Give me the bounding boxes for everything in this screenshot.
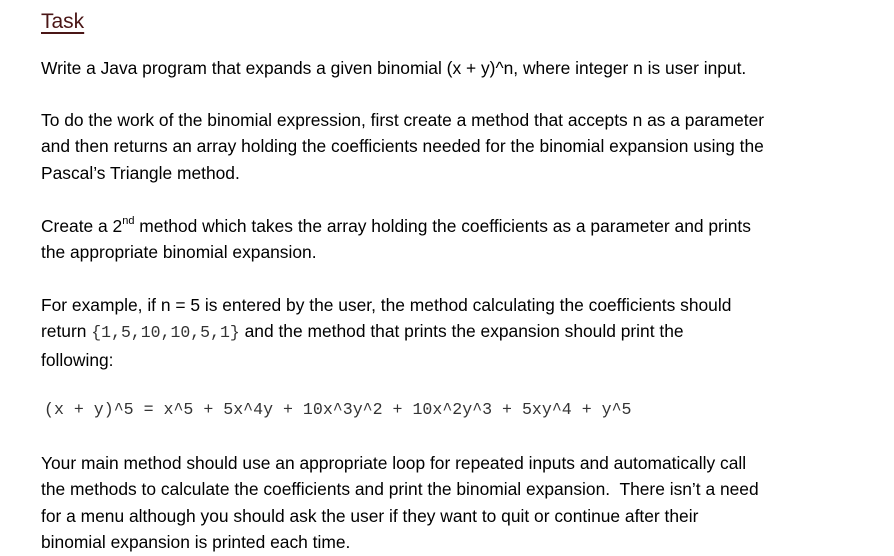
coefficient-array-code: {1,5,10,10,5,1} bbox=[91, 323, 240, 343]
intro-paragraph bbox=[41, 55, 886, 81]
coefficients-line-1: To do the work of the binomial expression, first create a method that accepts n as a parameter bbox=[41, 110, 765, 130]
print-method-line-1 bbox=[41, 213, 886, 239]
main-method-paragraph bbox=[41, 450, 886, 556]
print-method-line-1-end: method which takes the array holding the coefficients as a parameter and prints bbox=[134, 216, 751, 236]
main-method-line-1: Your main method should use an appropriate loop for repeated inputs and automatically call bbox=[41, 453, 747, 473]
example-line-2 bbox=[41, 318, 886, 346]
ordinal-superscript: nd bbox=[122, 215, 135, 228]
intro-line-1: Write a Java program that expands a given binomial (x + y)^n, where integer n is user input. bbox=[41, 58, 747, 78]
example-line-2-start: return bbox=[41, 321, 92, 342]
main-method-line-2: the methods to calculate the coefficients and print the binomial expansion. There isn’t a need bbox=[41, 479, 759, 500]
coefficients-method-paragraph bbox=[41, 107, 886, 186]
example-line-2-end: and the method that prints the expansion should print the bbox=[239, 321, 684, 342]
main-method-line-3: for a menu although you should ask the user if they want to quit or continue after their bbox=[41, 505, 699, 526]
print-method-line-2: the appropriate binomial expansion. bbox=[41, 242, 317, 263]
example-line-1: For example, if n = 5 is entered by the user, the method calculating the coefficients should bbox=[41, 295, 732, 315]
example-line-3: following: bbox=[41, 349, 114, 370]
print-method-line-1-start: Create a 2 bbox=[41, 216, 123, 236]
coefficients-line-2: and then returns an array holding the coefficients needed for the binomial expansion using the bbox=[41, 136, 764, 157]
task-heading: Task bbox=[41, 10, 85, 33]
coefficients-line-3: Pascal’s Triangle method. bbox=[41, 162, 240, 183]
example-paragraph bbox=[41, 292, 886, 373]
main-method-line-4: binomial expansion is printed each time. bbox=[41, 532, 351, 553]
expansion-code-example: (x + y)^5 = x^5 + 5x^4y + 10x^3y^2 + 10x^2y^3 + 5xy^4 + y^5 bbox=[44, 400, 632, 419]
print-method-paragraph bbox=[41, 213, 886, 266]
